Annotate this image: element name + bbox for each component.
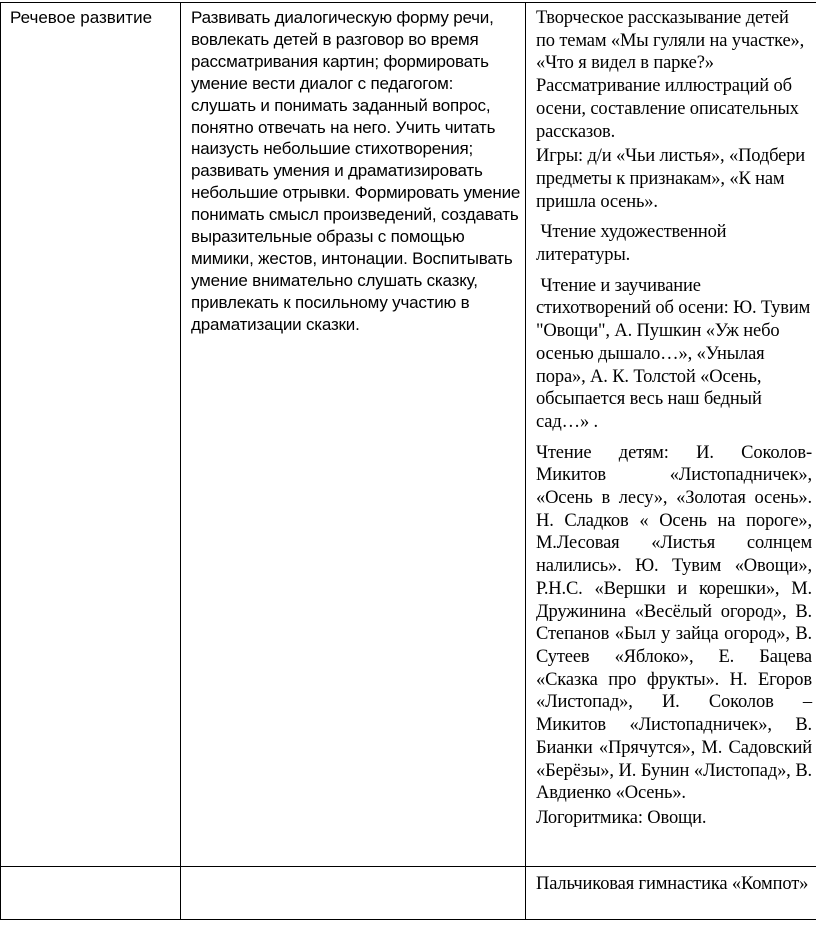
goals-text: Развивать диалогическую форму речи, вовлекать детей в разговор во время рассматривания картин; формировать умение вести диалог с педагогом: слушать и понимать заданный вопрос, понятно отвечать на него. Учить читать наизусть небольшие стихотворения; развивать умения и драматизировать небольшие отрывки. Формировать умение понимать смысл произведений, создавать выразительные образы с помощью мимики, жестов, интонации. Воспитывать умение внимательно слушать сказку, привлекать к посильному участию в драматизации сказки.: [191, 8, 521, 334]
table-row: [1, 867, 816, 920]
table-cell-activities: [526, 3, 816, 867]
area-title: [10, 867, 176, 871]
area-title: Речевое развитие: [10, 8, 153, 27]
activities-paragraph: Логоритмика: Овощи.: [536, 807, 707, 828]
activities-paragraph: Чтение художественной литературы.: [536, 222, 731, 266]
activities-paragraph: Игры: д/и «Чьи листья», «Подбери предметы к признакам», «К нам пришла осень».: [536, 146, 806, 212]
activities-paragraph: Творческое рассказывание детей по темам «Мы гуляли на участке», «Что я видел в парке?» Рассматривание иллюстраций об осени, составление описательных рассказов.: [536, 8, 805, 142]
plan-table: [0, 2, 816, 920]
goals-text: [191, 867, 521, 871]
table-cell-area: [1, 867, 181, 920]
activities-paragraph: Чтение детям: И. Соколов-Микитов «Листопадничек», «Осень в лесу», «Золотая осень». Н. Сладков « Осень на пороге», М.Лесовая «Листья солнцем налились». Ю. Тувим «Овощи», Р.Н.С. «Вершки и корешки», М. Дружинина «Весёлый огород», В. Степанов «Был у зайца огород», В. Сутеев «Яблоко», Е. Бацева «Сказка про фрукты». Н. Егоров «Листопад», И. Соколов – Микитов «Листопадничек», В. Бианки «Прячутся», М. Садовский «Берёзы», И. Бунин «Листопад», В. Авдиенко «Осень».: [536, 442, 812, 804]
table-row: [1, 3, 816, 867]
table-cell-activities: [526, 867, 816, 920]
activities-paragraph: Пальчиковая гимнастика «Компот»: [536, 874, 809, 894]
table-cell-goals: [181, 867, 526, 920]
table-cell-goals: [181, 3, 526, 867]
activities-paragraph: Чтение и заучивание стихотворений об осени: Ю. Тувим "Овощи", А. Пушкин «Уж небо осенью дышало…», «Унылая пора», А. К. Толстой «Осень, обсыпается весь наш бедный сад…» .: [536, 275, 815, 432]
table-cell-area: [1, 3, 181, 867]
